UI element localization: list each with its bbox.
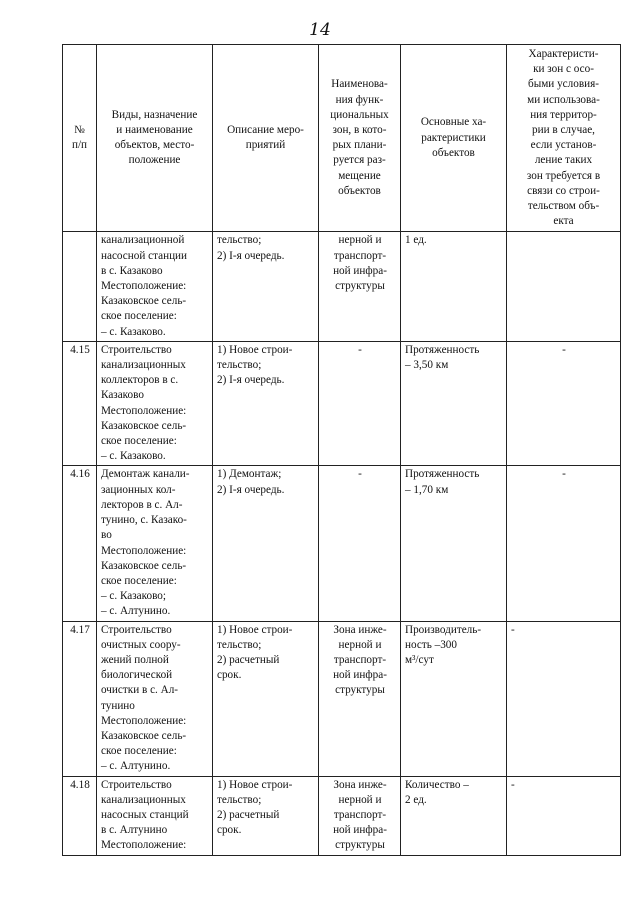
cell-line: Местоположение: (101, 544, 187, 557)
cell-line: № (74, 124, 85, 137)
characteristics-cell (507, 776, 621, 855)
cell-line: Зона инже- (333, 778, 387, 791)
cell-line: – с. Казаково; (101, 590, 166, 603)
cell-line: лекторов в с. Ал- (101, 498, 183, 511)
cell-line: рии в случае, (532, 124, 595, 137)
cell-line: тельством объ- (527, 200, 600, 213)
object-type-cell (97, 341, 213, 466)
cell-line: руется раз- (333, 154, 386, 167)
cell-line: тельство; (217, 793, 262, 806)
cell-line: мещение (338, 169, 381, 182)
cell-line: в с. Казаково (101, 264, 163, 277)
page-number: 14 (309, 20, 331, 40)
cell-line: циональных (330, 108, 389, 121)
header-zone (319, 45, 401, 232)
cell-line: структуры (335, 280, 385, 293)
table-row (63, 621, 621, 776)
cell-line: Казаковское сель- (101, 419, 187, 432)
table-row (63, 232, 621, 341)
cell-line: биологической (101, 669, 173, 682)
cell-line: Местоположение: (101, 404, 187, 417)
cell-line: Наименова- (331, 78, 388, 91)
cell-line: 1) Демонтаж; (217, 468, 282, 481)
cell-line: 2) расчетный (217, 808, 280, 821)
cell-line: екта (553, 215, 574, 228)
cell-line: транспорт- (333, 249, 387, 262)
cell-line: связи со строи- (527, 184, 600, 197)
objects-table (62, 44, 621, 856)
table-row (63, 341, 621, 466)
cell-line: 1 ед. (405, 234, 427, 247)
cell-line: зон, в кото- (332, 124, 387, 137)
cell-line: нерной и (338, 234, 382, 247)
cell-line: ление таких (534, 154, 593, 167)
cell-line: 2) расчетный (217, 653, 280, 666)
cell-line: и наименование (116, 124, 193, 137)
cell-line: ское поселение: (101, 574, 177, 587)
cell-line: м³/сут (405, 653, 434, 666)
cell-line: канализационных (101, 359, 186, 372)
cell-line: очистки в с. Ал- (101, 684, 179, 697)
header-type (97, 45, 213, 232)
cell-line: Протяженность (405, 343, 480, 356)
cell-line: жений полной (101, 653, 169, 666)
cell-line: Строительство (101, 343, 172, 356)
cell-line: быми условия- (528, 78, 599, 91)
cell-line: Казаковское сель- (101, 295, 187, 308)
cell-line: ния функ- (335, 93, 384, 106)
zone-cell (319, 621, 401, 776)
cell-line: – 1,70 км (405, 483, 449, 496)
cell-line: срок. (217, 669, 242, 682)
cell-line: - (562, 468, 566, 481)
cell-line: Описание меро- (227, 124, 304, 137)
object-type-cell (97, 776, 213, 855)
characteristics-cell (507, 232, 621, 341)
parameters-cell (401, 466, 507, 621)
cell-line: объектов, место- (114, 139, 195, 152)
cell-line: Зона инже- (333, 623, 387, 636)
cell-line: 2) I-я очередь. (217, 374, 285, 387)
header-row (63, 45, 621, 232)
cell-line: тельство; (217, 359, 262, 372)
zone-cell (319, 466, 401, 621)
description-cell (213, 341, 319, 466)
cell-line: ния территор- (530, 108, 597, 121)
cell-line: Количество – (405, 778, 469, 791)
cell-line: Строительство (101, 623, 172, 636)
cell-line: ной инфра- (333, 264, 387, 277)
cell-line: - (562, 343, 566, 356)
zone-cell (319, 232, 401, 341)
cell-line: срок. (217, 824, 242, 837)
cell-line: нерной и (338, 638, 382, 651)
cell-line: объектов (432, 146, 475, 159)
cell-line (511, 233, 617, 248)
parameters-cell (401, 232, 507, 341)
cell-line: насосных станций (101, 808, 189, 821)
cell-line: п/п (71, 139, 88, 152)
object-type-cell (97, 621, 213, 776)
cell-line: приятий (245, 139, 286, 152)
cell-line: коллекторов в с. (101, 374, 179, 387)
parameters-cell (401, 341, 507, 466)
cell-line: Местоположение: (101, 839, 187, 852)
cell-line: очистных соору- (101, 638, 181, 651)
zone-cell (319, 341, 401, 466)
cell-line: Протяженность (405, 468, 480, 481)
cell-line: тельство; (217, 234, 262, 247)
row-number: 4.18 (63, 776, 97, 855)
row-number: 4.16 (63, 466, 97, 621)
cell-line: 1) Новое строи- (217, 343, 293, 356)
cell-line: Основные ха- (420, 116, 487, 129)
cell-line: Местоположение: (101, 280, 187, 293)
cell-line: канализационной (101, 234, 185, 247)
cell-line: 2 ед. (405, 793, 427, 806)
cell-line: ной инфра- (333, 669, 387, 682)
parameters-cell (401, 621, 507, 776)
description-cell (213, 776, 319, 855)
cell-line: положение (128, 154, 181, 167)
cell-line: Казаковское сель- (101, 729, 187, 742)
cell-line: зационных кол- (101, 483, 176, 496)
cell-line: Казаковское сель- (101, 559, 187, 572)
cell-line: ское поселение: (101, 310, 177, 323)
header-zone-characteristics (507, 45, 621, 232)
cell-line: канализационных (101, 793, 186, 806)
cell-line: – с. Казаково. (101, 450, 166, 463)
characteristics-cell (507, 341, 621, 466)
cell-line: нерной и (338, 793, 382, 806)
table-row (63, 776, 621, 855)
cell-line: структуры (335, 684, 385, 697)
cell-line: Демонтаж канали- (101, 468, 190, 481)
cell-line: 2) I-я очередь. (217, 249, 285, 262)
cell-line: если установ- (530, 139, 597, 152)
cell-line: Казаково (101, 389, 144, 402)
row-number (63, 232, 97, 341)
cell-line: ной инфра- (333, 824, 387, 837)
cell-line: ское поселение: (101, 745, 177, 758)
cell-line: - (511, 623, 515, 636)
cell-line: – с. Алтунино. (101, 760, 171, 773)
cell-line: насосной станции (101, 249, 188, 262)
table-row (63, 466, 621, 621)
cell-line: во (101, 529, 112, 542)
description-cell (213, 621, 319, 776)
header-parameters (401, 45, 507, 232)
cell-line: рактеристики (421, 131, 486, 144)
cell-line: – с. Алтунино. (101, 605, 171, 618)
cell-line: Производитель- (405, 623, 482, 636)
object-type-cell (97, 232, 213, 341)
cell-line: - (358, 343, 362, 356)
description-cell (213, 232, 319, 341)
cell-line: Характеристи- (528, 48, 599, 60)
cell-line: – 3,50 км (405, 359, 449, 372)
row-number: 4.15 (63, 341, 97, 466)
cell-line: тунино, с. Казако- (101, 514, 187, 527)
cell-line: зон требуется в (526, 169, 601, 182)
cell-line: ми использова- (527, 93, 600, 106)
cell-line: транспорт- (333, 808, 387, 821)
characteristics-cell (507, 466, 621, 621)
characteristics-cell (507, 621, 621, 776)
object-type-cell (97, 466, 213, 621)
cell-line: структуры (335, 839, 385, 852)
cell-line: объектов (338, 184, 381, 197)
cell-line: 2) I-я очередь. (217, 483, 285, 496)
cell-line: тунино (101, 699, 135, 712)
cell-line: 1) Новое строи- (217, 778, 293, 791)
row-number: 4.17 (63, 621, 97, 776)
cell-line: Строительство (101, 778, 172, 791)
cell-line: Местоположение: (101, 714, 187, 727)
cell-line: Виды, назначение (111, 108, 198, 121)
cell-line: ское поселение: (101, 435, 177, 448)
cell-line: рых плани- (332, 139, 387, 152)
cell-line: тельство; (217, 638, 262, 651)
cell-line: в с. Алтунино (101, 824, 168, 837)
cell-line: – с. Казаково. (101, 325, 166, 338)
header-description (213, 45, 319, 232)
cell-line: транспорт- (333, 653, 387, 666)
cell-line: 1) Новое строи- (217, 623, 293, 636)
zone-cell (319, 776, 401, 855)
header-num (63, 45, 97, 232)
cell-line: - (358, 468, 362, 481)
description-cell (213, 466, 319, 621)
cell-line: - (511, 778, 515, 791)
cell-line: ность –300 (405, 638, 457, 651)
parameters-cell (401, 776, 507, 855)
cell-line: ки зон с осо- (533, 63, 594, 76)
